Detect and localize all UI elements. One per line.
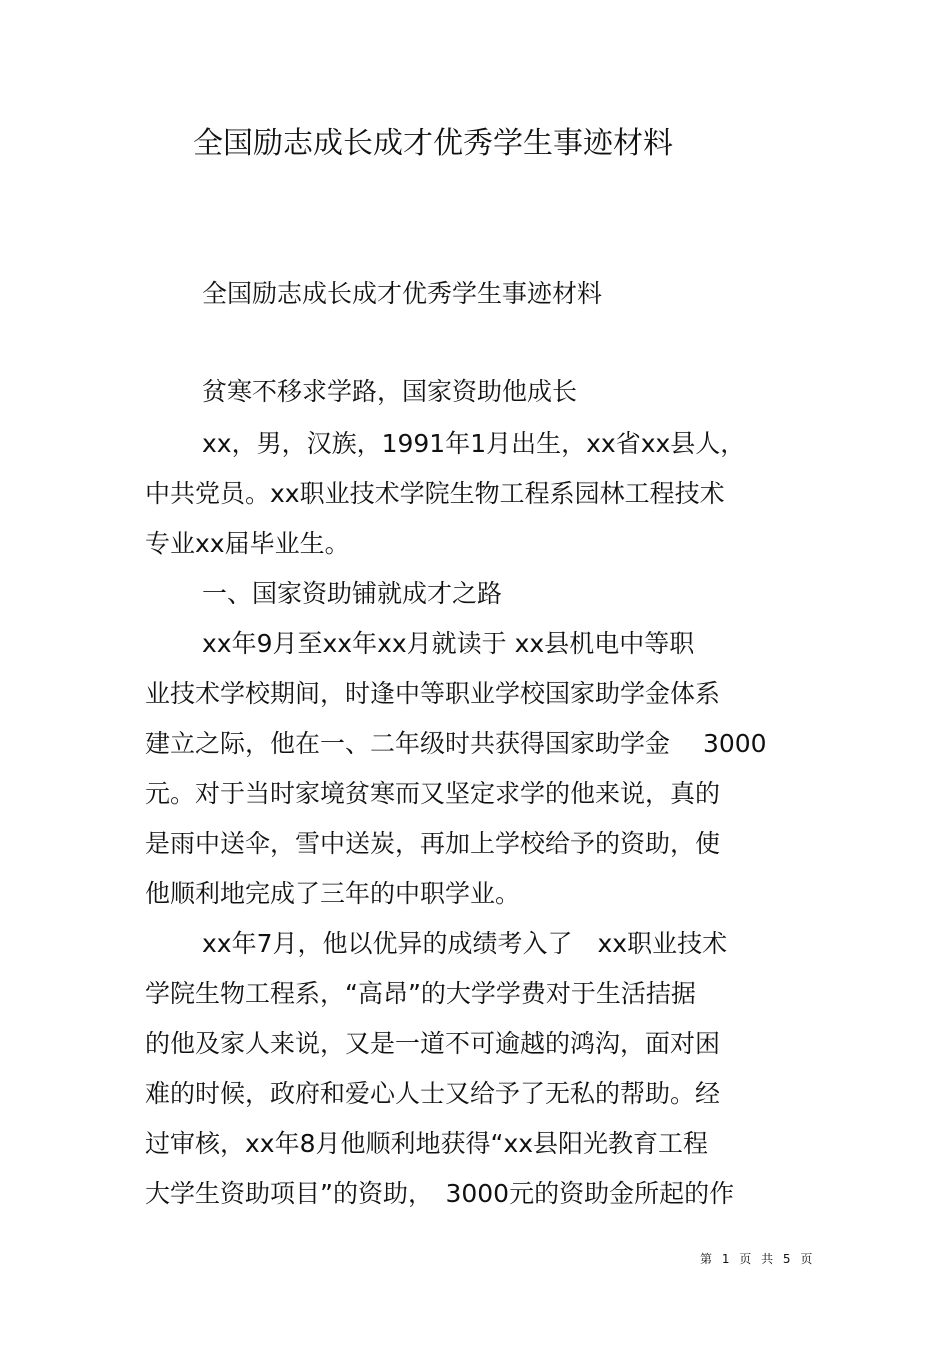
paragraph-line: 元。对于当时家境贫寒而又坚定求学的他来说，真的 <box>145 779 721 808</box>
paragraph-line: 大学生资助项目”的资助， 3000元的资助金所起的作 <box>145 1179 735 1208</box>
section-heading: 一、国家资助铺就成才之路 <box>202 579 503 608</box>
paragraph-line: xx年7月，他以优异的成绩考入了 xx职业技术 <box>202 929 728 958</box>
document-subtitle: 全国励志成长成才优秀学生事迹材料 <box>202 279 603 308</box>
paragraph-line: 学院生物工程系，“高昂”的大学学费对于生活拮据 <box>145 979 696 1008</box>
paragraph-line: 难的时候，政府和爱心人士又给予了无私的帮助。经 <box>145 1079 721 1108</box>
paragraph-line: 业技术学校期间，时逢中等职业学校国家助学金体系 <box>145 679 721 708</box>
paragraph-line: 的他及家人来说，又是一道不可逾越的鸿沟，面对困 <box>145 1029 721 1058</box>
paragraph-line: xx，男，汉族，1991年1月出生，xx省xx县人， <box>202 429 746 458</box>
section-heading: 贫寒不移求学路，国家资助他成长 <box>202 377 578 406</box>
document-title: 全国励志成长成才优秀学生事迹材料 <box>193 126 673 161</box>
paragraph-line: 是雨中送伞，雪中送炭，再加上学校给予的资助，使 <box>145 829 721 858</box>
paragraph-line: xx年9月至xx年xx月就读于 xx县机电中等职 <box>202 629 695 658</box>
paragraph-line: 过审核，xx年8月他顺利地获得“xx县阳光教育工程 <box>145 1129 709 1158</box>
paragraph-line: 中共党员。xx职业技术学院生物工程系园林工程技术 <box>145 479 725 508</box>
paragraph-line: 建立之际，他在一、二年级时共获得国家助学金 3000 <box>145 729 767 758</box>
paragraph-line: 专业xx届毕业生。 <box>145 529 350 558</box>
page-number-footer: 第 1 页 共 5 页 <box>700 1252 813 1266</box>
paragraph-line: 他顺利地完成了三年的中职学业。 <box>145 879 521 908</box>
